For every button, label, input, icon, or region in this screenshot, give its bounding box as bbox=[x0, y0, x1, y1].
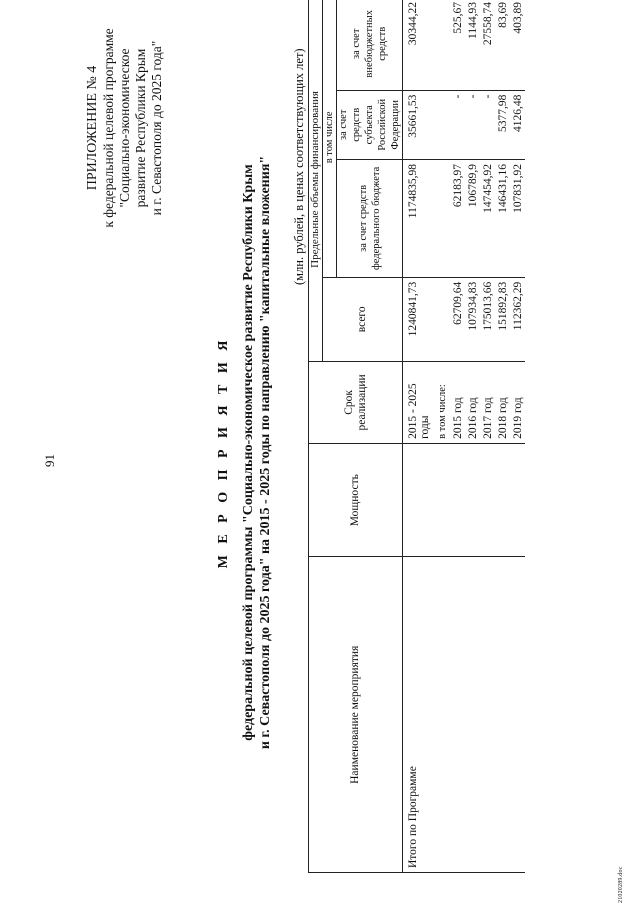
row-year: 2016 год bbox=[465, 361, 480, 443]
row-extra: 83,69 bbox=[495, 0, 510, 90]
row-power bbox=[465, 443, 480, 557]
header-total: всего bbox=[323, 277, 403, 361]
row-extra: 525,67 bbox=[450, 0, 465, 90]
document-reference: 21020289.doc bbox=[618, 866, 624, 903]
row-subject: - bbox=[450, 90, 465, 159]
row-subject: - bbox=[465, 90, 480, 159]
appendix-line: развитие Республики Крым bbox=[133, 48, 148, 208]
header-power: Мощность bbox=[309, 443, 403, 557]
page-number: 91 bbox=[42, 454, 57, 467]
row-name bbox=[465, 557, 480, 873]
row-power bbox=[435, 443, 450, 557]
subtitle-line: федеральной целевой программы "Социально-экономическое развитие Республики Крым bbox=[241, 164, 256, 741]
table-row bbox=[510, 0, 525, 873]
table-row-total bbox=[403, 0, 436, 873]
row-extra bbox=[435, 0, 450, 90]
row-total: 107934,83 bbox=[465, 277, 480, 361]
row-power bbox=[495, 443, 510, 557]
page-subtitle bbox=[240, 40, 274, 865]
row-subject: 35661,53 bbox=[403, 90, 436, 159]
row-total: 62709,64 bbox=[450, 277, 465, 361]
row-power bbox=[510, 443, 525, 557]
row-total: 112362,29 bbox=[510, 277, 525, 361]
row-power bbox=[450, 443, 465, 557]
table-row-including bbox=[435, 0, 450, 873]
row-power bbox=[403, 443, 436, 557]
row-total bbox=[435, 277, 450, 361]
appendix-block bbox=[85, 13, 165, 243]
table-row bbox=[465, 0, 480, 873]
header-funding: Предельные объемы финансирования bbox=[309, 0, 323, 361]
row-name bbox=[435, 557, 450, 873]
row-year: 2017 год bbox=[480, 361, 495, 443]
row-name bbox=[450, 557, 465, 873]
row-federal: 146431,16 bbox=[495, 159, 510, 277]
row-extra: 27558,74 bbox=[480, 0, 495, 90]
including-label: в том числе: bbox=[435, 361, 450, 443]
row-extra: 403,89 bbox=[510, 0, 525, 90]
subtitle-line: и г. Севастополя до 2025 года" на 2015 - 2025 годы по направлению "капитальные вложения" bbox=[258, 155, 273, 750]
row-name bbox=[510, 557, 525, 873]
units-note: (млн. рублей, в ценах соответствующих лет) bbox=[292, 48, 306, 285]
appendix-line: к федеральной целевой программе bbox=[101, 28, 116, 228]
row-name bbox=[495, 557, 510, 873]
row-federal: 106789,9 bbox=[465, 159, 480, 277]
row-subject: 5377,98 bbox=[495, 90, 510, 159]
row-federal: 62183,97 bbox=[450, 159, 465, 277]
header-name: Наименование мероприятия bbox=[309, 557, 403, 873]
row-year: 2019 год bbox=[510, 361, 525, 443]
appendix-line: и г. Севастополя до 2025 года" bbox=[149, 40, 164, 216]
row-year: 2018 год bbox=[495, 361, 510, 443]
row-federal: 1174835,98 bbox=[403, 159, 436, 277]
funding-table bbox=[308, 0, 525, 873]
header-including: в том числе bbox=[323, 0, 337, 277]
row-federal: 107831,92 bbox=[510, 159, 525, 277]
header-federal: за счет средств федерального бюджета bbox=[337, 159, 403, 277]
row-term: 2015 - 2025 годы bbox=[403, 361, 436, 443]
row-total: 175013,66 bbox=[480, 277, 495, 361]
page-title: М Е Р О П Р И Я Т И Я bbox=[216, 336, 231, 569]
row-subject: - bbox=[480, 90, 495, 159]
row-subject bbox=[435, 90, 450, 159]
row-year: 2015 год bbox=[450, 361, 465, 443]
row-subject: 4126,48 bbox=[510, 90, 525, 159]
table-row bbox=[450, 0, 465, 873]
row-federal bbox=[435, 159, 450, 277]
table-row bbox=[495, 0, 510, 873]
row-extra: 1144,93 bbox=[465, 0, 480, 90]
appendix-title: ПРИЛОЖЕНИЕ № 4 bbox=[85, 65, 100, 191]
row-name bbox=[480, 557, 495, 873]
row-name: Итого по Программе bbox=[403, 557, 436, 873]
table-row bbox=[480, 0, 495, 873]
appendix-line: "Социально-экономическое bbox=[117, 48, 132, 208]
row-total: 151892,83 bbox=[495, 277, 510, 361]
header-subject: за счет средств субъекта Российской Федерации bbox=[337, 90, 403, 159]
header-extrabudget: за счет внебюджетных средств bbox=[337, 0, 403, 90]
row-extra: 30344,22 bbox=[403, 0, 436, 90]
row-total: 1240841,73 bbox=[403, 277, 436, 361]
header-term: Срок реализации bbox=[309, 361, 403, 443]
row-power bbox=[480, 443, 495, 557]
row-federal: 147454,92 bbox=[480, 159, 495, 277]
